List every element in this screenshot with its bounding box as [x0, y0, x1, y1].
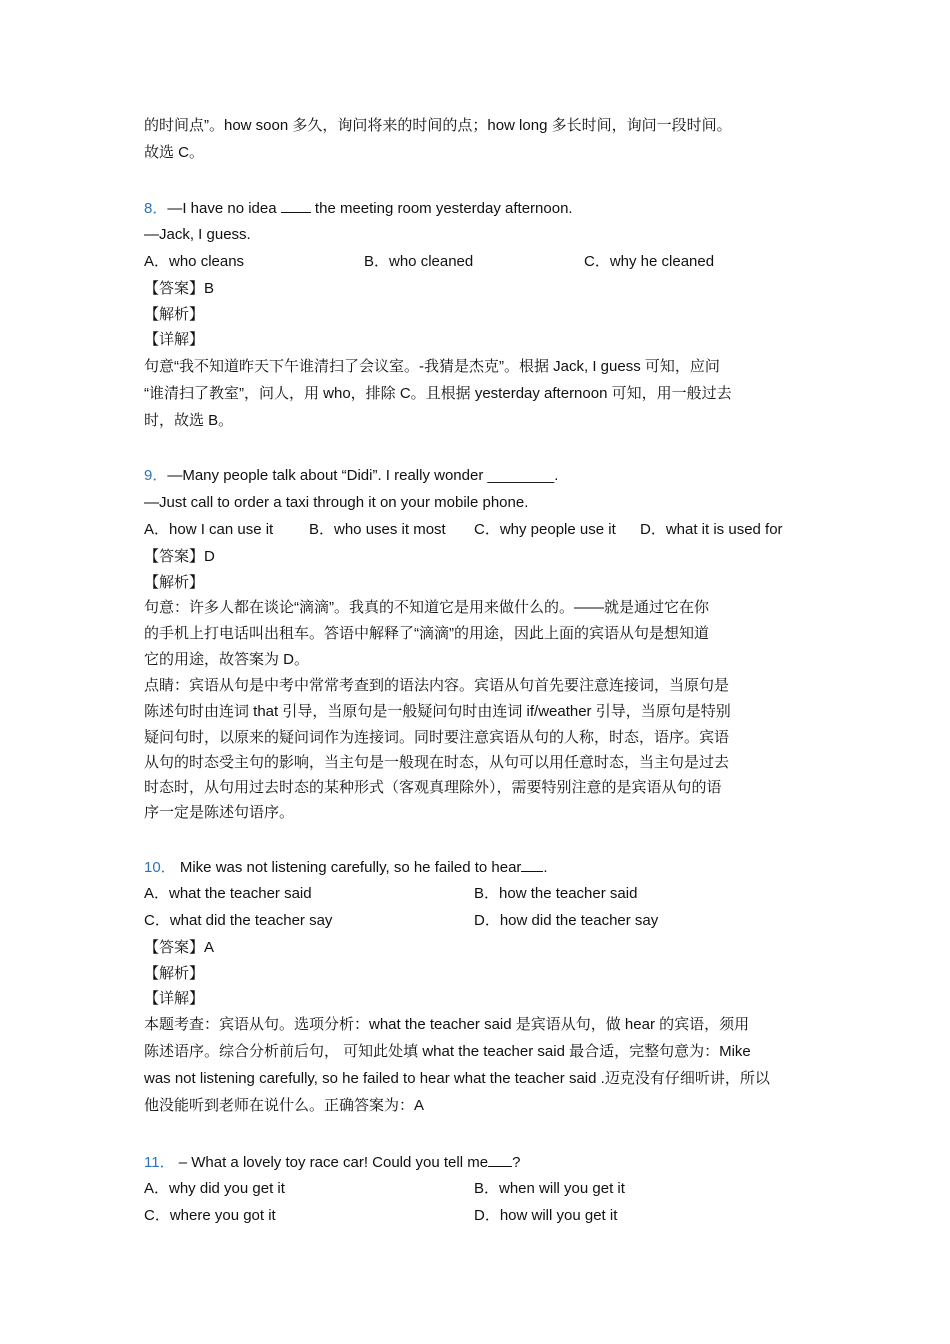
q10-option-b: B．how the teacher said [474, 885, 638, 902]
q9-explain-line: 句意：许多人都在谈论“滴滴”。我真的不知道它是用来做什么的。——就是通过它在你 [144, 599, 709, 616]
q8-option-c: C．why he cleaned [584, 253, 715, 270]
q10-explain-line: 他没能听到老师在说什么。正确答案为：A [144, 1097, 425, 1114]
q11-stem-b: ? [512, 1154, 521, 1171]
q9-explain-line: 从句的时态受主句的影响，当主句是一般现在时态，从句可以用任意时态，当主句是过去 [144, 754, 730, 771]
q9-option-a: A．how I can use it [144, 521, 274, 538]
q10-option-a: A．what the teacher said [144, 885, 312, 902]
q11-stem [144, 1152, 520, 1172]
q9-explain-line: 陈述句时由连词 that 引导，当原句是一般疑问句时由连词 if/weather 引导，当原句是特别 [144, 703, 731, 720]
q9-option-d: D．what it is used for [640, 521, 783, 538]
q10-stem-a: Mike was not listening carefully, so he failed to hear [175, 859, 522, 876]
q10-option-c: C．what did the teacher say [144, 912, 333, 929]
q10-analysis-label: 【解析】 [144, 965, 205, 982]
q8-explain-line: “谁清扫了教室”，问人，用 who，排除 C。且根据 yesterday afternoon 可知，用一般过去 [144, 385, 732, 402]
q11-option-a: A．why did you get it [144, 1180, 285, 1197]
q10-number: 10． [144, 859, 176, 876]
q10-option-d: D．how did the teacher say [474, 912, 659, 929]
q10-blank [521, 857, 543, 872]
q8-number: 8． [144, 200, 168, 217]
q10-stem-b: . [543, 859, 548, 876]
q10-explain-line: was not listening carefully, so he failed to hear what the teacher said .迈克没有仔细听讲，所以 [144, 1070, 770, 1087]
q9-answer: 【答案】D [144, 548, 215, 565]
q10-explain-line: 陈述语序。综合分析前后句， 可知此处填 what the teacher said 最合适，完整句意为：Mike [144, 1043, 751, 1060]
q8-analysis-label: 【解析】 [144, 306, 205, 323]
q9-explain-line: 它的用途，故答案为 D。 [144, 651, 310, 668]
q11-blank [488, 1152, 512, 1167]
q11-stem-a: – What a lovely toy race car! Could you tell me [174, 1154, 489, 1171]
q8-blank [281, 198, 311, 213]
q8-stem-b: the meeting room yesterday afternoon. [310, 200, 573, 217]
q8-stem-a: —I have no idea [167, 200, 281, 217]
q9-stem-text: —Many people talk about “Didi”. I really wonder ________. [167, 467, 559, 484]
q9-stem [144, 466, 558, 486]
top-explain-line-2: 故选 C。 [144, 144, 205, 161]
q9-explain-line: 点睛：宾语从句是中考中常常考查到的语法内容。宾语从句首先要注意连接词，当原句是 [144, 677, 730, 694]
q9-option-c: C．why people use it [474, 521, 616, 538]
q11-option-d: D．how will you get it [474, 1207, 618, 1224]
q11-number: 11． [144, 1154, 175, 1171]
q8-stem [144, 198, 573, 218]
q8-option-b: B．who cleaned [364, 253, 474, 270]
q8-detail-label: 【详解】 [144, 331, 205, 348]
q8-explain-line: 句意“我不知道昨天下午谁清扫了会议室。-我猜是杰克”。根据 Jack, I guess 可知，应问 [144, 358, 720, 375]
q10-answer: 【答案】A [144, 939, 215, 956]
q8-explain-line: 时，故选 B。 [144, 412, 234, 429]
q9-option-b: B．who uses it most [309, 521, 446, 538]
q9-number: 9． [144, 467, 168, 484]
q10-explain-line: 本题考查：宾语从句。选项分析：what the teacher said 是宾语从句，做 hear 的宾语，须用 [144, 1016, 750, 1033]
q10-detail-label: 【详解】 [144, 990, 205, 1007]
q9-explain-line: 时态时，从句用过去时态的某种形式（客观真理除外），需要特别注意的是宾语从句的语 [144, 779, 722, 796]
top-explain-line-1: 的时间点”。how soon 多久，询问将来的时间的点；how long 多长时间，询问一段时间。 [144, 117, 732, 134]
q11-option-c: C．where you got it [144, 1207, 276, 1224]
q8-answer: 【答案】B [144, 280, 215, 297]
q11-option-b: B．when will you get it [474, 1180, 625, 1197]
q9-reply: —Just call to order a taxi through it on your mobile phone. [144, 494, 529, 511]
q8-option-a: A．who cleans [144, 253, 245, 270]
q10-stem [144, 857, 548, 877]
q9-explain-line: 的手机上打电话叫出租车。答语中解释了“滴滴”的用途，因此上面的宾语从句是想知道 [144, 625, 709, 642]
q9-explain-line: 疑问句时，以原来的疑问词作为连接词。同时要注意宾语从句的人称，时态，语序。宾语 [144, 729, 730, 746]
q9-analysis-label: 【解析】 [144, 574, 205, 591]
q9-explain-line: 序一定是陈述句语序。 [144, 804, 295, 821]
q8-reply: —Jack, I guess. [144, 226, 251, 243]
